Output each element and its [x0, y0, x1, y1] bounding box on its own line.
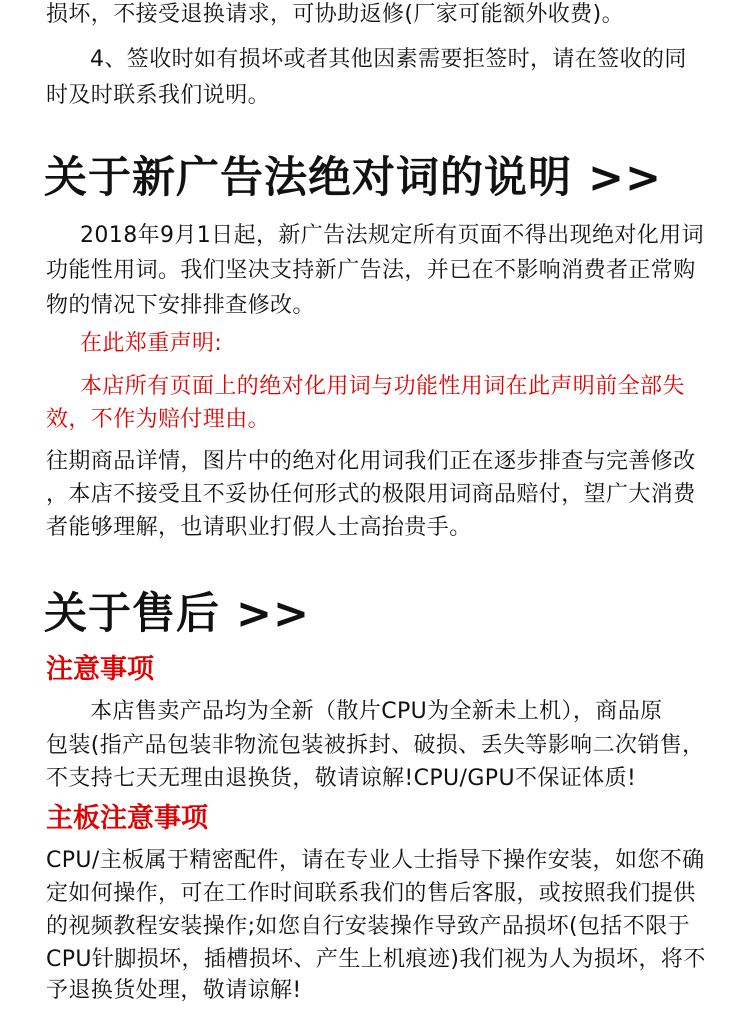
- notes-line2: 包装(指产品包装非物流包装被拆封、破损、丢失等影响二次销售，: [46, 733, 705, 758]
- ad-law-para1-line1: 2018年9月1日起，新广告法规定所有页面不得出现绝对化用词: [80, 223, 704, 248]
- statement-line2: 效，不作为赔付理由。: [46, 407, 271, 432]
- board-line3: 的视频教程安装操作;如您自行安装操作导致产品损坏(包括不限于: [46, 914, 690, 939]
- item-4-line-2: 时及时联系我们说明。: [46, 83, 271, 108]
- ad-law-para2-line3: 者能够理解，也请职业打假人士高抬贵手。: [46, 515, 472, 540]
- ad-law-para2-line1: 往期商品详情，图片中的绝对化用词我们正在逐步排查与完善修改: [46, 449, 696, 474]
- board-line4: CPU针脚损坏，插槽损坏、产生上机痕迹)我们视为人为损坏，将不: [46, 947, 706, 972]
- notes-heading: 注意事项: [46, 654, 154, 685]
- notes-line3: 不支持七天无理由退换货，敬请谅解!CPU/GPU不保证体质!: [46, 766, 637, 791]
- item-4-line-1: 4、签收时如有损坏或者其他因素需要拒签时，请在签收的同: [90, 47, 687, 72]
- ad-law-para2-line2: ，本店不接受且不妥协任何形式的极限用词商品赔付，望广大消费: [46, 482, 696, 507]
- board-notes-heading: 主板注意事项: [46, 803, 208, 834]
- board-line5: 予退换货处理，敬请谅解!: [46, 978, 302, 1003]
- statement-label: 在此郑重声明:: [80, 331, 223, 356]
- notes-line1: 本店售卖产品均为全新（散片CPU为全新未上机），商品原: [90, 699, 663, 724]
- board-line2: 定如何操作，可在工作时间联系我们的售后客服，或按照我们提供: [46, 881, 696, 906]
- statement-line1: 本店所有页面上的绝对化用词与功能性用词在此声明前全部失: [80, 374, 685, 399]
- ad-law-para1-line3: 物的情况下安排排查修改。: [46, 293, 315, 318]
- after-sales-title: 关于售后 >>: [44, 589, 311, 639]
- ad-law-title: 关于新广告法绝对词的说明 >>: [44, 153, 663, 203]
- board-line1: CPU/主板属于精密配件，请在专业人士指导下操作安装，如您不确: [46, 848, 705, 873]
- return-policy-line: 损坏，不接受退换请求，可协助返修(厂家可能额外收费)。: [46, 2, 624, 27]
- ad-law-para1-line2: 功能性用词。我们坚决支持新广告法，并已在不影响消费者正常购: [46, 258, 696, 283]
